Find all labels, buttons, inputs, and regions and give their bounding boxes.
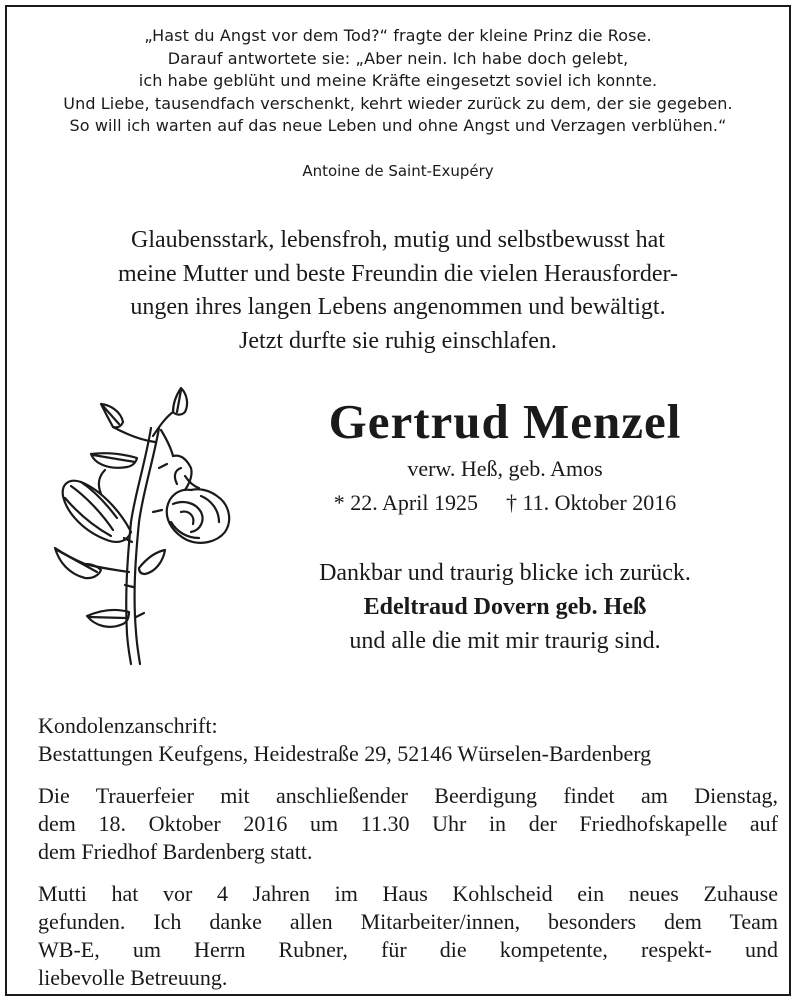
funeral-line: dem 18. Oktober 2016 um 11.30 Uhr in der Friedhofskapelle auf (38, 811, 778, 836)
obituary-notice (5, 5, 791, 996)
quote-line: Darauf antwortete sie: „Aber nein. Ich habe doch gelebt, (167, 48, 629, 68)
quote-line: „Hast du Angst vor dem Tod?“ fragte der kleine Prinz die Rose. (144, 26, 652, 45)
deceased-name: Gertrud Menzel (328, 394, 682, 449)
thanks-paragraph (38, 880, 778, 992)
quote-line: So will ich warten auf das neue Leben und ohne Angst und Verzagen verblühen.“ (69, 116, 727, 135)
rose-stem-drawing-icon (41, 372, 241, 667)
thanks-line: WB-E, um Herrn Rubner, für die kompetente, respekt- und (38, 937, 778, 962)
closing-line: und alle die mit mir traurig sind. (349, 628, 661, 654)
quote-author: Antoine de Saint-Exupéry (302, 162, 494, 180)
intro-text (7, 224, 789, 358)
condolence-label: Kondolenzanschrift: (38, 713, 218, 738)
birth-date: * 22. April 1925 (333, 490, 478, 515)
intro-line: meine Mutter und beste Freundin die vielen Herausforder- (117, 260, 678, 287)
funeral-paragraph (38, 782, 778, 866)
quote-block (7, 25, 789, 138)
thanks-line: Mutti hat vor 4 Jahren im Haus Kohlscheid ein neues Zuhause (38, 881, 778, 906)
funeral-line: Die Trauerfeier mit anschließender Beerdigung findet am Dienstag, (38, 783, 778, 808)
funeral-line: dem Friedhof Bardenberg statt. (38, 839, 313, 864)
life-dates (265, 490, 745, 516)
quote-line: ich habe geblüht und meine Kräfte eingesetzt soviel ich konnte. (138, 71, 658, 90)
intro-line: ungen ihres langen Lebens angenommen und bewältigt. (130, 294, 666, 320)
quote-line: Und Liebe, tausendfach verschenkt, kehrt wieder zurück zu dem, der sie gegeben. (63, 93, 733, 113)
condolence-address: Bestattungen Keufgens, Heidestraße 29, 52146 Würselen-Bardenberg (38, 741, 652, 766)
intro-line: Jetzt durfte sie ruhig einschlafen. (239, 327, 557, 354)
details-block (38, 712, 778, 1006)
closing-line: Dankbar und traurig blicke ich zurück. (319, 560, 691, 586)
closing-block (265, 556, 745, 658)
intro-line: Glaubensstark, lebensfroh, mutig und selbstbewusst hat (131, 227, 665, 253)
condolence-paragraph (38, 712, 778, 768)
maiden-name: verw. Heß, geb. Amos (407, 456, 603, 481)
death-date: † 11. Oktober 2016 (505, 490, 677, 515)
thanks-line: liebevolle Betreuung. (38, 965, 228, 990)
signer-name: Edeltraud Dovern geb. Heß (363, 594, 647, 620)
thanks-line: gefunden. Ich danke allen Mitarbeiter/innen, besonders dem Team (38, 909, 778, 934)
